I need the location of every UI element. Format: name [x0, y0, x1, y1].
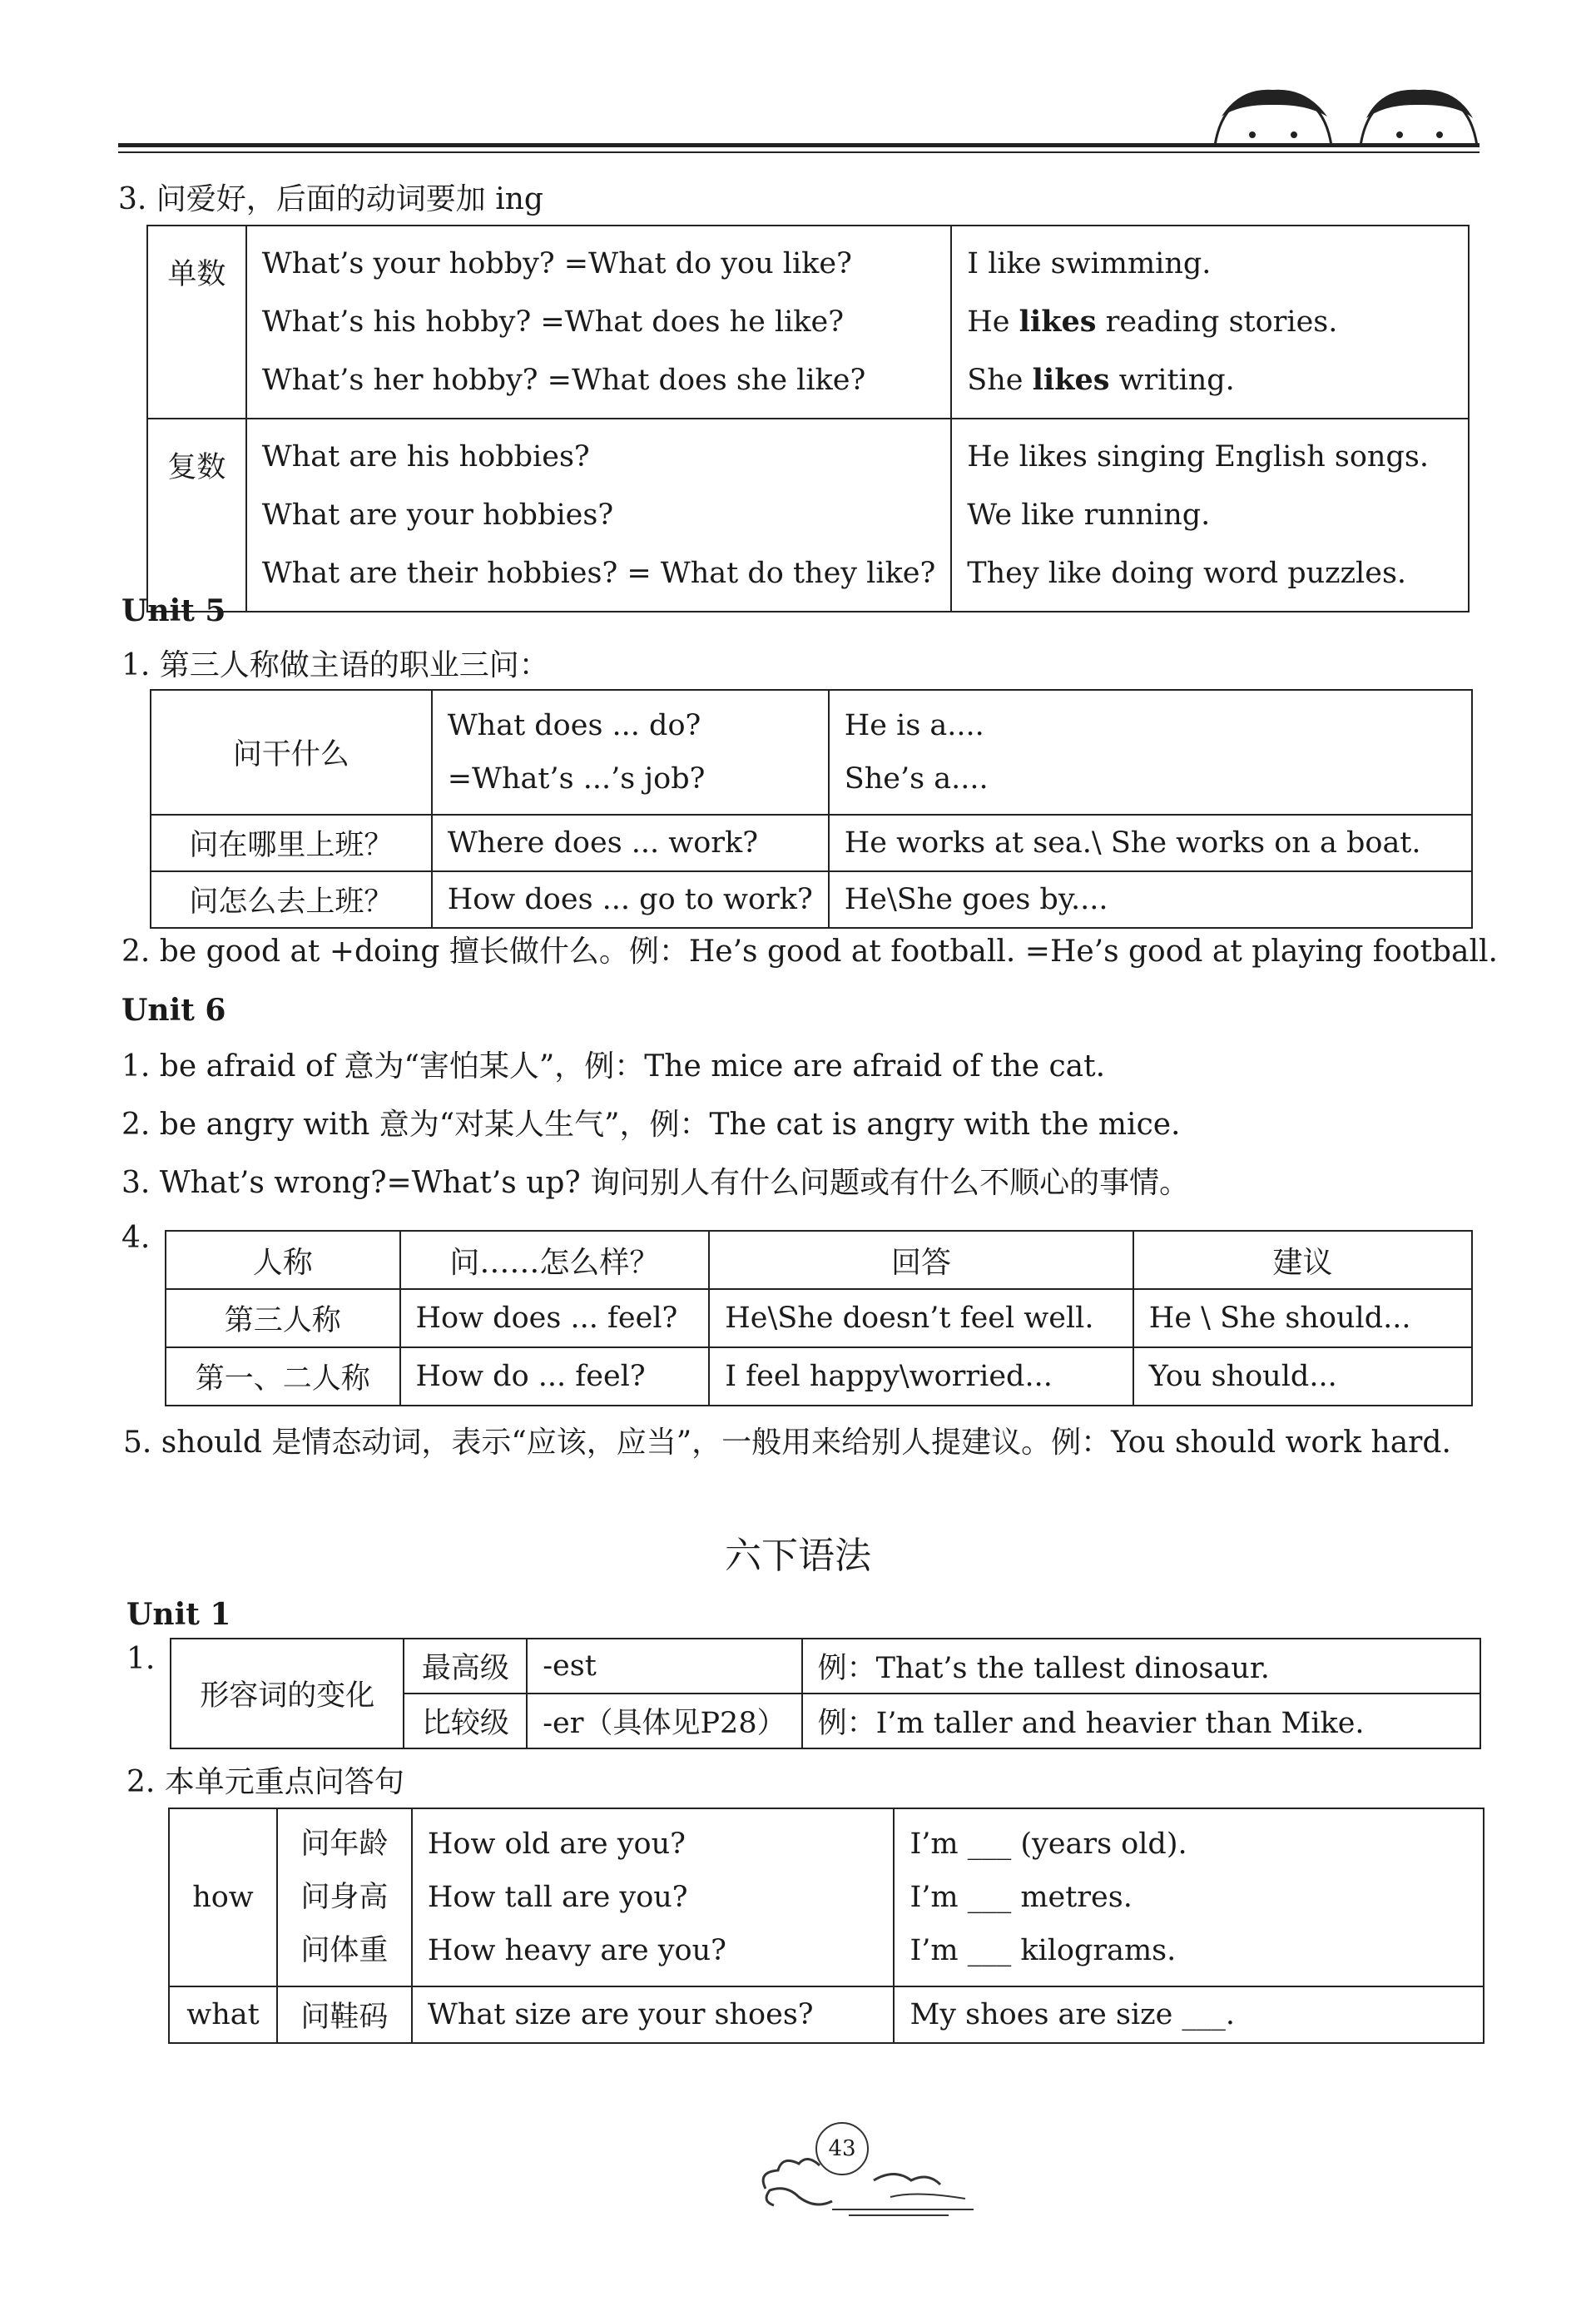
- unit6-item5: 5. should 是情态动词，表示“应该，应当”，一般用来给别人提建议。例：You should work hard.: [123, 1426, 1451, 1460]
- table-cell: How does ... feel?: [400, 1289, 710, 1347]
- question-text: What’s your hobby? =What do you like?: [261, 247, 852, 280]
- suffix-cell: -er（具体见P28）: [527, 1694, 801, 1748]
- job-answer-cell: [829, 690, 1472, 815]
- table-row: [151, 815, 1472, 871]
- question-type: 问体重: [300, 1934, 389, 1967]
- suffix-cell: -est: [527, 1639, 801, 1694]
- answer-text: She’s a....: [844, 762, 989, 796]
- question-text: How tall are you?: [427, 1881, 688, 1914]
- unit6-item2: 2. be angry with 意为“对某人生气”，例：The cat is angry with the mice.: [121, 1108, 1181, 1142]
- feel-table: [165, 1230, 1473, 1406]
- column-header: 建议: [1133, 1231, 1472, 1289]
- qa-table: [168, 1808, 1484, 2044]
- table-row: [151, 871, 1472, 928]
- table-row: [169, 1986, 1484, 2043]
- question-text: What are his hobbies?: [261, 440, 590, 474]
- column-header: 人称: [166, 1231, 400, 1289]
- question-text: What are your hobbies?: [261, 498, 614, 532]
- job-table: [150, 689, 1473, 929]
- question-word-cell: what: [169, 1986, 277, 2043]
- unit6-item3: 3. What’s wrong?=What’s up? 询问别人有什么问题或有什么不顺心的事情。: [121, 1166, 1190, 1200]
- question-text: How heavy are you?: [427, 1934, 726, 1967]
- bold-verb: likes: [1019, 305, 1097, 339]
- question-type: 问身高: [300, 1881, 389, 1914]
- answer-text: He likes reading stories.: [967, 305, 1338, 339]
- job-question-cell: [432, 690, 829, 815]
- table-cell: You should...: [1133, 1347, 1472, 1406]
- table-cell: I feel happy\worried...: [709, 1347, 1133, 1406]
- table-row: [151, 690, 1472, 815]
- answer-text: I’m ___ kilograms.: [910, 1934, 1177, 1967]
- answer-text: He likes singing English songs.: [967, 440, 1429, 474]
- hobby-group-label: 单数: [147, 226, 246, 419]
- question-text: Where does ... work?: [432, 815, 829, 871]
- table-cell: 第一、二人称: [166, 1347, 400, 1406]
- question-type: 问鞋码: [277, 1986, 412, 2043]
- answer-text: I’m ___ metres.: [910, 1881, 1133, 1914]
- header-rule-thin: [118, 151, 1480, 153]
- unit6-item1: 1. be afraid of 意为“害怕某人”，例：The mice are afraid of the cat.: [121, 1049, 1106, 1084]
- hobby-group-label: 复数: [147, 419, 246, 612]
- job-row-label: 问怎么去上班？: [151, 871, 432, 928]
- unit6-title: Unit 6: [121, 993, 226, 1028]
- hobby-answers-cell: [951, 419, 1469, 612]
- table-cell: He \ She should...: [1133, 1289, 1472, 1347]
- hobby-questions-cell: [246, 226, 951, 419]
- question-type-cell: [277, 1808, 412, 1986]
- g6-item1-number: 1.: [126, 1642, 156, 1676]
- table-cell: How do ... feel?: [400, 1347, 710, 1406]
- answer-text: She likes writing.: [967, 363, 1235, 397]
- answer-text: We like running.: [967, 498, 1211, 532]
- job-row-label: 问干什么: [151, 690, 432, 815]
- example-cell: 例：That’s the tallest dinosaur.: [802, 1639, 1480, 1694]
- table-cell: He\She doesn’t feel well.: [709, 1289, 1133, 1347]
- hobby-questions-cell: [246, 419, 951, 612]
- answer-text: He is a....: [844, 709, 984, 742]
- question-text: What’s her hobby? =What does she like?: [261, 364, 866, 397]
- page-number: 43: [815, 2122, 869, 2175]
- question-word-cell: how: [169, 1808, 277, 1986]
- table-row: [171, 1639, 1480, 1694]
- g6-unit1-title: Unit 1: [126, 1597, 231, 1632]
- table-row: [166, 1289, 1472, 1347]
- answer-text: They like doing word puzzles.: [967, 557, 1407, 590]
- hobby-table: [146, 225, 1470, 612]
- table-cell: 第三人称: [166, 1289, 400, 1347]
- job-row-label: 问在哪里上班？: [151, 815, 432, 871]
- answer-text: He works at sea.\ She works on a boat.: [829, 815, 1472, 871]
- column-header: 回答: [709, 1231, 1133, 1289]
- table-header-row: [166, 1231, 1472, 1289]
- column-header: 问……怎么样？: [400, 1231, 710, 1289]
- example-cell: 例：I’m taller and heavier than Mike.: [802, 1694, 1480, 1748]
- hobby-answers-cell: [951, 226, 1469, 419]
- unit5-title: Unit 5: [121, 593, 226, 628]
- question-text: =What’s ...’s job?: [447, 762, 706, 796]
- answer-text: I like swimming.: [967, 247, 1212, 280]
- degree-cell: 比较级: [404, 1694, 527, 1748]
- header-rule-thick: [118, 143, 1480, 147]
- question-text: What size are your shoes?: [412, 1986, 895, 2043]
- answer-text: He\She goes by....: [829, 871, 1472, 928]
- question-text: What’s his hobby? =What does he like?: [261, 305, 844, 339]
- hobby-heading: 3. 问爱好，后面的动词要加 ing: [118, 182, 543, 216]
- answer-cell: [894, 1808, 1484, 1986]
- answer-text: My shoes are size ___.: [894, 1986, 1484, 2043]
- table-row: [147, 419, 1469, 612]
- question-text: How old are you?: [427, 1827, 686, 1861]
- question-text: What are their hobbies? = What do they like?: [261, 557, 936, 590]
- unit5-item2: 2. be good at +doing 擅长做什么。例：He’s good at football. =He’s good at playing football.: [121, 935, 1498, 969]
- degree-cell: 最高级: [404, 1639, 527, 1694]
- adjective-label: 形容词的变化: [171, 1639, 404, 1748]
- table-row: [169, 1808, 1484, 1986]
- bold-verb: likes: [1032, 363, 1110, 397]
- section-title: 六下语法: [725, 1535, 871, 1577]
- table-row: [147, 226, 1469, 419]
- question-text: How does ... go to work?: [432, 871, 829, 928]
- unit5-item1: 1. 第三人称做主语的职业三问：: [121, 648, 549, 682]
- question-cell: [412, 1808, 895, 1986]
- question-type: 问年龄: [300, 1827, 389, 1861]
- cartoon-kids-header-icon: [1207, 83, 1485, 148]
- g6-item2: 2. 本单元重点问答句: [126, 1765, 404, 1799]
- adjective-table: [170, 1638, 1481, 1749]
- question-text: What does ... do?: [447, 709, 701, 742]
- table-row: [166, 1347, 1472, 1406]
- unit6-item4-number: 4.: [121, 1221, 151, 1255]
- answer-text: I’m ___ (years old).: [910, 1827, 1187, 1861]
